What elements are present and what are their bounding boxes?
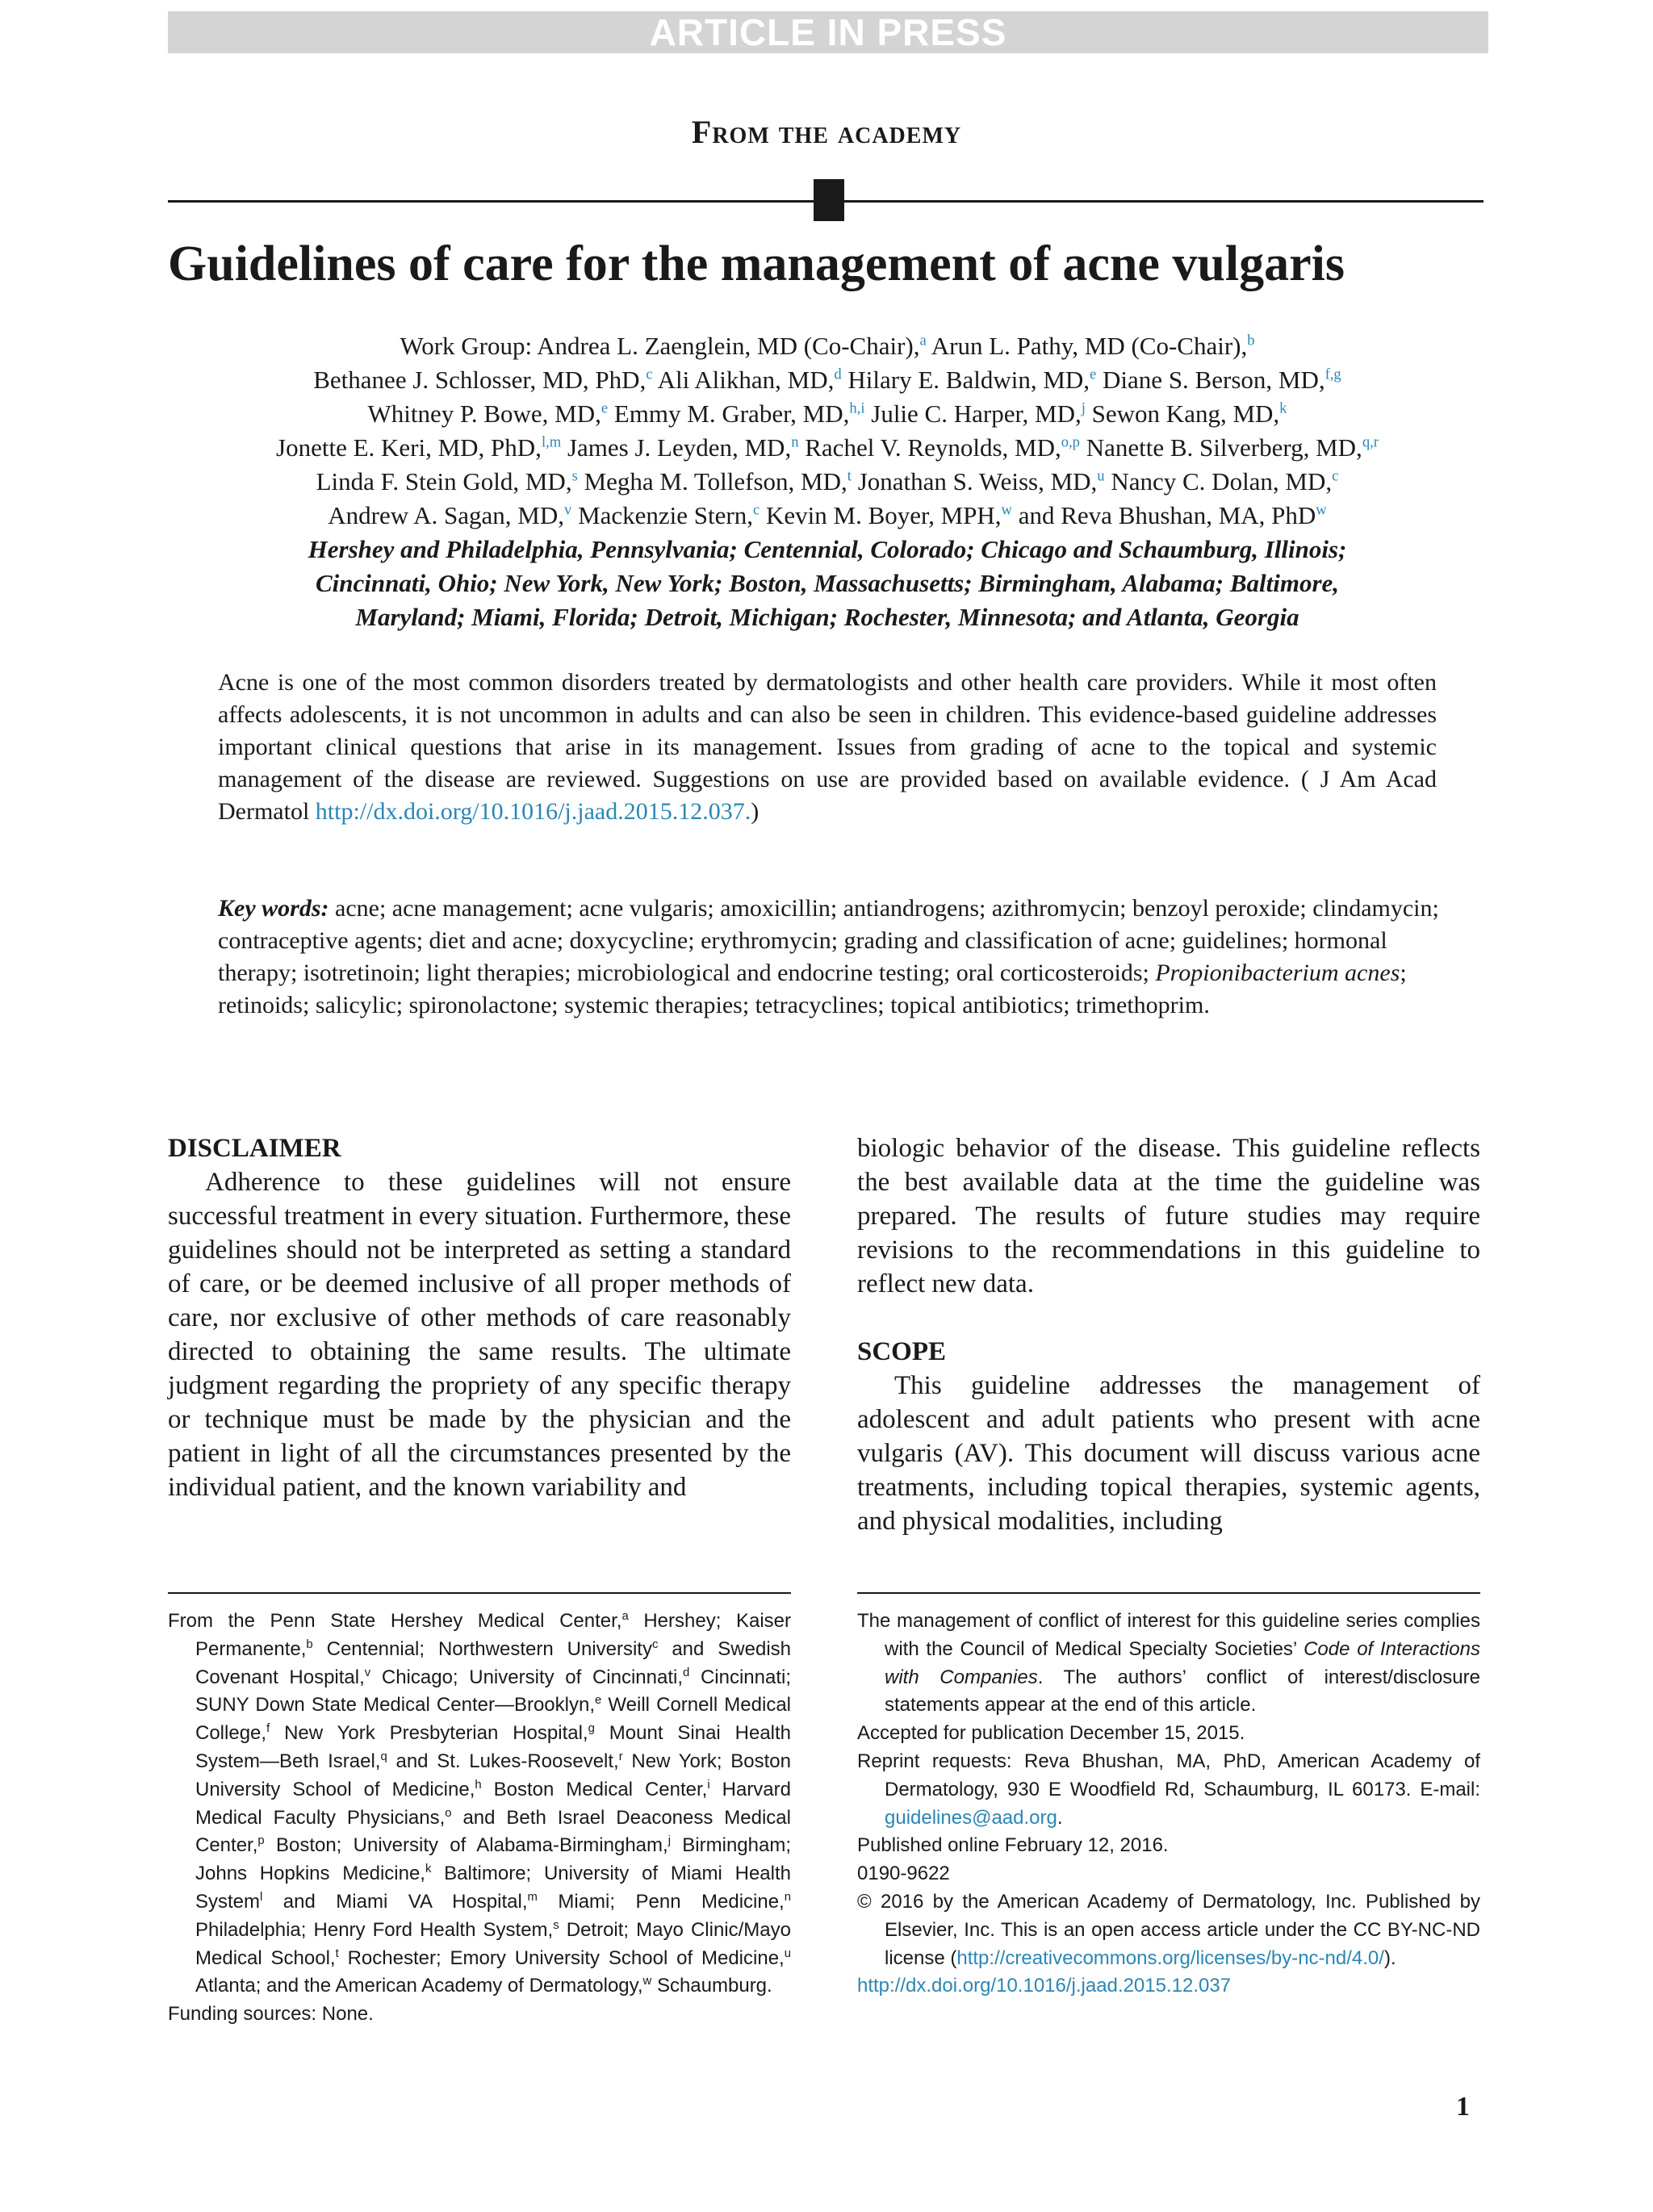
- copyright-close: ).: [1383, 1946, 1396, 1969]
- fn-text: New York Presbyterian Hospital,: [270, 1722, 588, 1745]
- author-affil-sup[interactable]: q,r: [1362, 433, 1379, 451]
- copyright: [857, 1888, 1480, 1972]
- author-affil-sup[interactable]: w: [1001, 501, 1012, 519]
- fn-sup: r: [618, 1750, 623, 1763]
- page-number: 1: [1456, 2092, 1470, 2122]
- author-affil-sup[interactable]: t: [847, 467, 852, 485]
- abstract-text: Acne is one of the most common disorders treated by dermatologists and other health care providers. While it most often affects adolescents, it is not uncommon in adults and can also be seen in children. This evidence-based guideline addresses important clinical questions that arise in its management. Issues from grading of acne to the topical and systemic management of the disease are reviewed. Suggestions on use are provided based on available evidence. ( J Am Acad Dermatol: [218, 669, 1437, 825]
- author-text: Kevin M. Boyer, MPH,: [760, 501, 1002, 529]
- email-link[interactable]: guidelines@aad.org: [885, 1806, 1057, 1829]
- fn-sup: a: [621, 1610, 629, 1623]
- author-text: Bethanee J. Schlosser, MD, PhD,: [313, 366, 647, 394]
- author-text: Nancy C. Dolan, MD,: [1104, 467, 1333, 496]
- fn-sup: d: [683, 1666, 690, 1679]
- author-text: Work Group: Andrea L. Zaenglein, MD (Co-Chair),: [400, 332, 920, 360]
- author-text: Megha M. Tollefson, MD,: [577, 467, 847, 496]
- fn-sup: w: [642, 1975, 652, 1988]
- body-column-left: [168, 1131, 791, 1504]
- fn-text: and St. Lukes-Roosevelt,: [387, 1750, 619, 1772]
- fn-text: Centennial; Northwestern University: [312, 1637, 652, 1660]
- author-text: Jonathan S. Weiss, MD,: [851, 467, 1098, 496]
- fn-text: Boston Medical Center,: [481, 1778, 708, 1800]
- footnote-doi-link[interactable]: http://dx.doi.org/10.1016/j.jaad.2015.12.037: [857, 1975, 1232, 1997]
- author-affil-sup[interactable]: d: [834, 366, 842, 383]
- coi-statement: [857, 1608, 1480, 1720]
- author-text: Julie C. Harper, MD,: [864, 399, 1082, 428]
- section-gap: [857, 1301, 1480, 1335]
- author-affil-sup[interactable]: f,g: [1324, 366, 1341, 383]
- published-date: Published online February 12, 2016.: [857, 1834, 1169, 1857]
- author-affil-sup[interactable]: c: [646, 366, 653, 383]
- fn-text: Harvard Medical Faculty Physicians,: [195, 1778, 791, 1829]
- author-text: Whitney P. Bowe, MD,: [367, 399, 601, 428]
- fn-text: Baltimore; University of Miami Health System: [195, 1863, 791, 1913]
- fn-text: Weill Cornell Medical College,: [195, 1694, 792, 1745]
- funding-sources: Funding sources: None.: [168, 2003, 374, 2026]
- author-line-5: [153, 465, 1501, 499]
- fn-sup: q: [380, 1750, 387, 1763]
- fn-sup: v: [364, 1666, 371, 1679]
- fn-sup: i: [707, 1778, 710, 1792]
- fn-text: Schaumburg.: [651, 1975, 772, 1997]
- keywords-text: acne; acne management; acne vulgaris; amoxicillin; antiandrogens; azithromycin; benzoyl peroxide; clindamycin; contraceptive agents; diet and acne; doxycycline; erythromycin; grading and classification of acne; guidelines; hormonal therapy; isotretinoin; light therapies; microbiological and endocrine testing; oral corticosteroids;: [218, 895, 1439, 986]
- fn-text: Rochester; Emory University School of Medicine,: [338, 1946, 785, 1969]
- affiliation-line-2: Cincinnati, Ohio; New York, New York; Boston, Massachusetts; Birmingham, Alabama; Baltimore,: [315, 569, 1340, 597]
- author-text: Arun L. Pathy, MD (Co-Chair),: [926, 332, 1248, 360]
- fn-text: From the Penn State Hershey Medical Center,: [168, 1610, 622, 1632]
- abstract-doi-link[interactable]: http://dx.doi.org/10.1016/j.jaad.2015.12.037.: [315, 798, 751, 825]
- scope-body: This guideline addresses the management of adolescent and adult patients who present with acne vulgaris (AV). This document will discuss various acne treatments, including topical therapies, systemic agents, and physical modalities, including: [857, 1371, 1480, 1536]
- affiliation-line-1: Hershey and Philadelphia, Pennsylvania; Centennial, Colorado; Chicago and Schaumburg, Illinois;: [308, 535, 1347, 563]
- author-line-2: [153, 363, 1501, 397]
- fn-sup: k: [425, 1863, 432, 1876]
- header-rule-left: [168, 200, 814, 203]
- author-text: Emmy M. Graber, MD,: [608, 399, 850, 428]
- reprint-requests: [857, 1748, 1480, 1832]
- author-affil-sup[interactable]: c: [1332, 467, 1339, 485]
- fn-text: Birmingham; Johns Hopkins Medicine,: [195, 1834, 791, 1885]
- author-affil-sup[interactable]: k: [1279, 399, 1287, 417]
- author-line-4: [153, 431, 1501, 465]
- fn-sup: e: [595, 1694, 602, 1708]
- fn-text: Atlanta; and the American Academy of Dermatology,: [195, 1975, 643, 1997]
- author-line-6: [153, 499, 1501, 533]
- disclaimer-body: Adherence to these guidelines will not ensure successful treatment in every situation. Furthermore, these guidelines should not be interpreted as setting a standard of care, or be deemed inclusive of all proper methods of care, nor exclusive of other methods of care reasonably directed to obtaining the same results. The ultimate judgment regarding the propriety of any specific therapy or technique must be made by the physician and the patient in light of all the circumstances presented by the individual patient, and the known variability and: [168, 1168, 791, 1502]
- license-link[interactable]: http://creativecommons.org/licenses/by-nc-nd/4.0/: [956, 1946, 1384, 1969]
- article-in-press-banner: ARTICLE IN PRESS: [168, 11, 1488, 53]
- author-text: James J. Leyden, MD,: [561, 433, 792, 462]
- disclaimer-continued: biologic behavior of the disease. This guideline reflects the best available data at the time the guideline was prepared. The results of future studies may require revisions to the recommendations in this guideline to reflect new data.: [857, 1134, 1480, 1298]
- header-rule-right: [844, 200, 1484, 203]
- fn-text: Miami; Penn Medicine,: [537, 1890, 785, 1913]
- abstract-close: ): [751, 798, 760, 825]
- footnote-rule-left: [168, 1592, 791, 1594]
- fn-text: Detroit; Mayo Clinic/Mayo Medical School,: [195, 1918, 791, 1969]
- scope-heading: SCOPE: [857, 1337, 947, 1366]
- author-affil-sup[interactable]: a: [919, 332, 927, 349]
- fn-sup: f: [266, 1722, 270, 1736]
- fn-text: Mount Sinai Health System—Beth Israel,: [195, 1722, 792, 1772]
- fn-sup: h: [475, 1778, 482, 1792]
- fn-sup: p: [257, 1834, 265, 1848]
- author-text: Andrew A. Sagan, MD,: [328, 501, 565, 529]
- fn-sup: j: [667, 1834, 671, 1848]
- author-text: Mackenzie Stern,: [571, 501, 753, 529]
- fn-text: and Swedish Covenant Hospital,: [195, 1637, 792, 1688]
- fn-sup: c: [651, 1637, 659, 1651]
- accepted-date: Accepted for publication December 15, 2015.: [857, 1722, 1245, 1745]
- abstract: [218, 667, 1437, 828]
- author-affil-sup[interactable]: l,m: [541, 433, 562, 451]
- fn-sup: b: [306, 1637, 313, 1651]
- body-column-right: [857, 1131, 1480, 1538]
- fn-sup: o: [445, 1806, 452, 1820]
- author-text: Linda F. Stein Gold, MD,: [316, 467, 572, 496]
- author-affil-sup[interactable]: j: [1081, 399, 1086, 417]
- issn: 0190-9622: [857, 1863, 950, 1885]
- author-affil-sup[interactable]: e: [601, 399, 609, 417]
- author-text: Rachel V. Reynolds, MD,: [798, 433, 1061, 462]
- fn-text: and Miami VA Hospital,: [262, 1890, 528, 1913]
- author-text: Hilary E. Baldwin, MD,: [841, 366, 1090, 394]
- author-list: [153, 329, 1501, 634]
- author-line-3: [153, 397, 1501, 431]
- fn-sup: s: [553, 1918, 559, 1932]
- fn-text: Chicago; University of Cincinnati,: [370, 1666, 683, 1688]
- keywords-label: Key words:: [218, 895, 329, 922]
- keywords-italic: Propionibacterium acnes: [1155, 960, 1400, 986]
- author-affil-sup[interactable]: o,p: [1061, 433, 1080, 451]
- author-affil-sup[interactable]: b: [1247, 332, 1255, 349]
- disclaimer-heading: DISCLAIMER: [168, 1134, 341, 1163]
- fn-text: Philadelphia; Henry Ford Health System,: [195, 1918, 554, 1941]
- author-text: Sewon Kang, MD,: [1085, 399, 1280, 428]
- author-affil-sup[interactable]: w: [1316, 501, 1327, 519]
- fn-sup: t: [335, 1946, 339, 1960]
- reprint-text: Reprint requests: Reva Bhushan, MA, PhD, American Academy of Dermatology, 930 E Woodfield Rd, Schaumburg, IL 60173. E-mail:: [857, 1750, 1480, 1800]
- fn-sup: l: [260, 1890, 263, 1904]
- author-affil-sup[interactable]: s: [571, 467, 578, 485]
- coi-text-2: . The authors’ conflict of interest/disclosure statements appear at the end of this article.: [885, 1666, 1480, 1716]
- author-affil-sup[interactable]: c: [752, 501, 760, 519]
- section-label: From the academy: [691, 114, 962, 150]
- fn-text: Boston; University of Alabama-Birmingham,: [264, 1834, 668, 1857]
- reprint-period: .: [1057, 1806, 1063, 1829]
- author-affil-sup[interactable]: e: [1090, 366, 1097, 383]
- author-affil-sup[interactable]: u: [1097, 467, 1105, 485]
- author-affil-sup[interactable]: h,i: [849, 399, 865, 417]
- fn-sup: g: [588, 1722, 595, 1736]
- fn-text: New York; Boston University School of Medicine,: [195, 1750, 791, 1800]
- affiliation-line-3: Maryland; Miami, Florida; Detroit, Michigan; Rochester, Minnesota; and Atlanta, Georgia: [355, 603, 1299, 631]
- footnote-rule-right: [857, 1592, 1480, 1594]
- author-line-1: [153, 329, 1501, 363]
- author-text: Jonette E. Keri, MD, PhD,: [276, 433, 542, 462]
- fn-text: Cincinnati; SUNY Down State Medical Center—Brooklyn,: [195, 1666, 791, 1716]
- article-title: Guidelines of care for the management of acne vulgaris: [168, 236, 1345, 291]
- coi-text: The management of conflict of interest for this guideline series complies with the Council of Medical Specialty Societies’: [857, 1610, 1480, 1660]
- keywords-text-2: ; retinoids; salicylic; spironolactone; systemic therapies; tetracyclines; topical antibiotics; trimethoprim.: [218, 960, 1407, 1018]
- footnotes-left: [168, 1608, 791, 2029]
- author-text: Nanette B. Silverberg, MD,: [1079, 433, 1362, 462]
- fn-sup: n: [784, 1890, 791, 1904]
- author-text: and Reva Bhushan, MA, PhD: [1011, 501, 1316, 529]
- author-affil-sup[interactable]: v: [564, 501, 572, 519]
- copyright-text: © 2016 by the American Academy of Dermatology, Inc. Published by Elsevier, Inc. This is an open access article under the CC BY-NC-ND license (: [857, 1890, 1480, 1969]
- keywords: [218, 893, 1445, 1022]
- author-affil-sup[interactable]: n: [791, 433, 799, 451]
- fn-sup: m: [527, 1890, 538, 1904]
- coi-italic: Code of Interactions with Companies: [885, 1637, 1481, 1688]
- author-text: Diane S. Berson, MD,: [1096, 366, 1325, 394]
- fn-text: and Beth Israel Deaconess Medical Center,: [195, 1806, 791, 1857]
- author-text: Ali Alikhan, MD,: [652, 366, 835, 394]
- fn-sup: u: [784, 1946, 791, 1960]
- header-rule-block: [814, 179, 844, 221]
- affiliations-footnote: [168, 1608, 791, 2001]
- footnotes-right: [857, 1608, 1480, 2001]
- fn-text: Hershey; Kaiser Permanente,: [195, 1610, 791, 1660]
